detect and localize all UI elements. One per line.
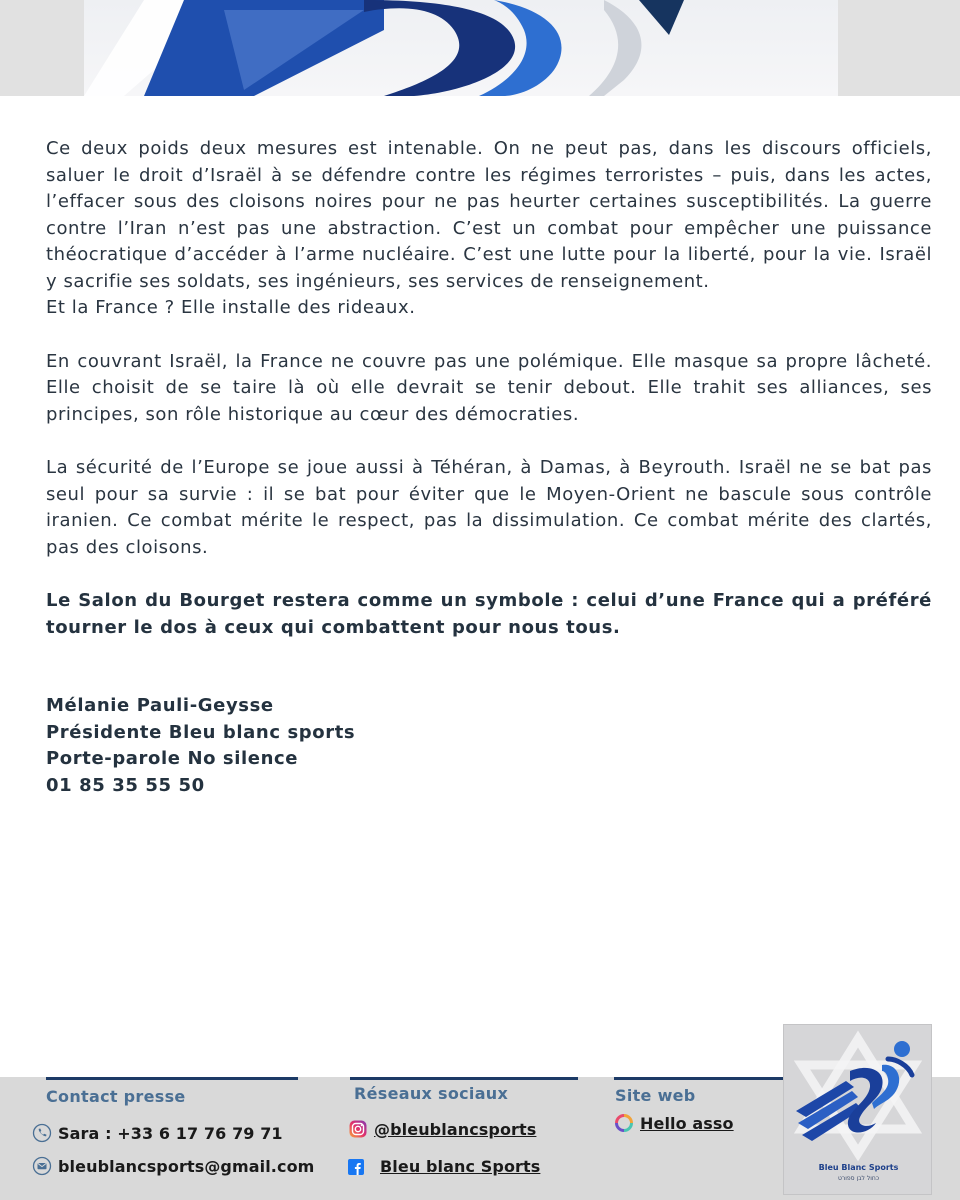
bleu-blanc-sports-logo bbox=[783, 1024, 932, 1195]
logo-subcaption: כחול לבן ספורט bbox=[837, 1175, 880, 1182]
signature-block bbox=[46, 693, 932, 799]
facebook-page-name: Bleu blanc Sports bbox=[380, 1157, 541, 1176]
paragraph-text: Ce deux poids deux mesures est intenable. On ne peut pas, dans les discours officiels, saluer le droit d’Israël à se défendre contre les régimes terroristes – puis, dans les actes, l’effacer sous des cloisons noires pour ne pas heurter certaines susceptibilités. La guerre contre l’Iran n’est pas une abstraction. C’est un combat pour empêcher une puissance théocratique d’accéder à l’arme nucléaire. C’est une lutte pour la liberté, pour la vie. Israël y sacrifie ses soldats, ses ingénieurs, ses services de renseignement. bbox=[46, 138, 932, 292]
helloasso-link[interactable] bbox=[614, 1113, 734, 1133]
contact-title: Contact presse bbox=[46, 1087, 186, 1106]
contact-rule bbox=[46, 1077, 298, 1080]
instagram-link[interactable] bbox=[348, 1119, 536, 1139]
signature-role: Porte-parole No silence bbox=[46, 748, 299, 769]
paragraph-text: En couvrant Israël, la France ne couvre pas une polémique. Elle masque sa propre lâcheté. Elle choisit de se taire là où elle devrait se tenir debout. Elle trahit ses alliances, ses principes, son rôle historique au cœur des démocraties. bbox=[46, 350, 932, 425]
header-banner bbox=[0, 0, 960, 96]
web-rule bbox=[614, 1077, 788, 1080]
paragraph-1 bbox=[46, 136, 932, 322]
instagram-icon bbox=[348, 1119, 368, 1139]
contact-email-text: bleublancsports@gmail.com bbox=[58, 1156, 315, 1176]
contact-email[interactable] bbox=[32, 1156, 314, 1176]
banner-logo-image bbox=[84, 0, 838, 96]
paragraph-3 bbox=[46, 455, 932, 561]
web-title: Site web bbox=[615, 1086, 696, 1105]
signature-phone: 01 85 35 55 50 bbox=[46, 774, 205, 796]
signature-title: Présidente Bleu blanc sports bbox=[46, 721, 356, 743]
article-body bbox=[46, 136, 932, 799]
phone-icon bbox=[32, 1123, 52, 1143]
facebook-link[interactable] bbox=[348, 1157, 540, 1176]
mail-icon bbox=[32, 1156, 52, 1176]
social-title: Réseaux sociaux bbox=[354, 1084, 509, 1103]
paragraph-text: Et la France ? Elle installe des rideaux. bbox=[46, 297, 416, 318]
contact-phone[interactable] bbox=[32, 1123, 283, 1143]
conclusion-paragraph: Le Salon du Bourget restera comme un symbole : celui d’une France qui a préféré tourner le dos à ceux qui combattent pour nous tous. bbox=[46, 590, 932, 638]
contact-phone-text: Sara : +33 6 17 76 79 71 bbox=[58, 1123, 283, 1143]
logo-caption: Bleu Blanc Sports bbox=[818, 1163, 899, 1172]
helloasso-text: Hello asso bbox=[640, 1113, 734, 1133]
signature-name: Mélanie Pauli-Geysse bbox=[46, 695, 274, 716]
social-rule bbox=[350, 1077, 578, 1080]
paragraph-2 bbox=[46, 349, 932, 429]
helloasso-icon bbox=[614, 1113, 634, 1133]
runner-logo bbox=[784, 1025, 932, 1165]
facebook-icon bbox=[348, 1159, 364, 1175]
paragraph-text: La sécurité de l’Europe se joue aussi à Téhéran, à Damas, à Beyrouth. Israël ne se bat pas seul pour sa survie : il se bat pour éviter que le Moyen-Orient ne bascule sous contrôle iranien. Ce combat mérite le respect, pas la dissimulation. Ce combat mérite des clartés, pas des cloisons. bbox=[46, 457, 932, 558]
instagram-handle: @bleublancsports bbox=[374, 1119, 537, 1139]
